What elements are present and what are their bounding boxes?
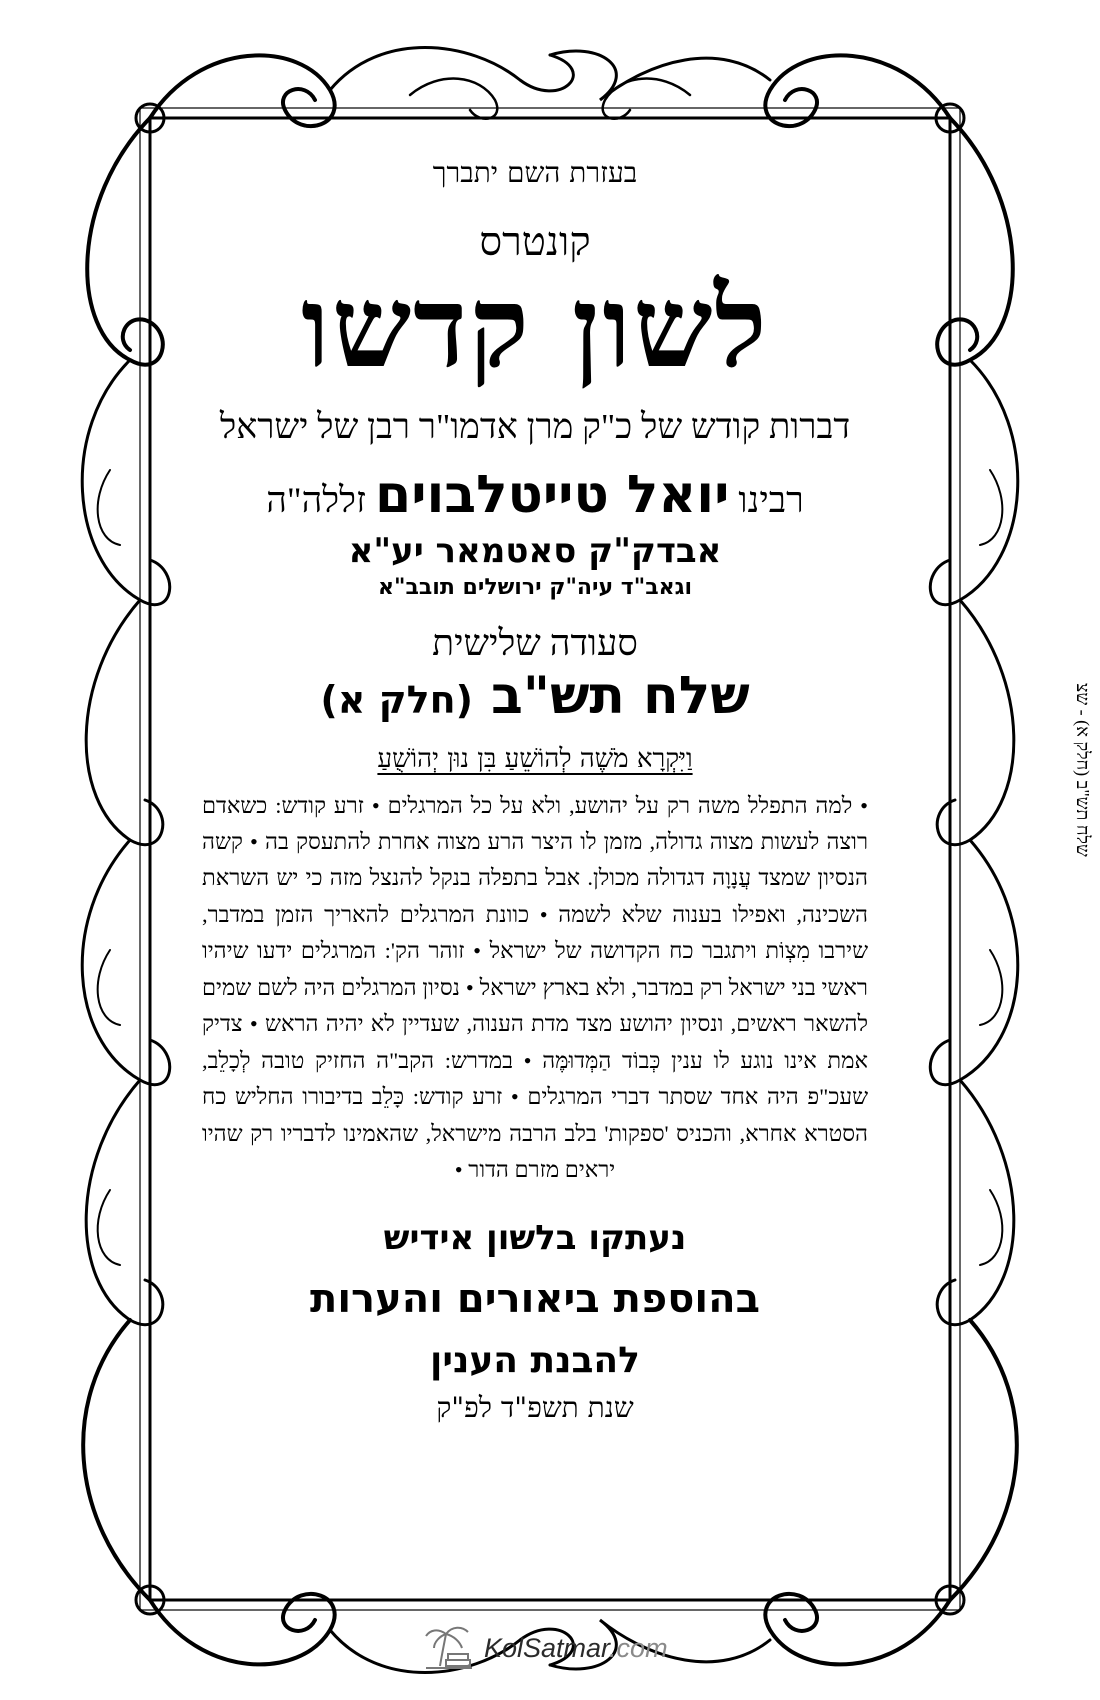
parsha-title xyxy=(190,666,880,726)
palm-tree-books-icon xyxy=(420,1620,476,1676)
author-title-prefix: רבינו xyxy=(738,479,804,520)
author-title-suffix: זללה"ה xyxy=(266,479,367,520)
author-position-2: וגאב"ד עיה"ק ירושלים תובב"א xyxy=(377,574,693,600)
series-title: לשון קדשו xyxy=(301,262,769,393)
kolsatmar-logo[interactable] xyxy=(420,1618,700,1678)
logo-brand: KolSatmar xyxy=(484,1632,610,1663)
side-page-note: שלח תש"ב (חלק א) - שצ xyxy=(1073,683,1093,857)
series-label: קונטרס xyxy=(479,219,591,264)
additions-note: בהוספת ביאורים והערות xyxy=(310,1276,760,1323)
translated-note: נעתקו בלשון אידיש xyxy=(383,1218,687,1259)
part-label: (חלק א) xyxy=(320,677,474,722)
verse-heading: וַיִּקְרָא מֹשֶׁה לְהוֹשֵׁעַ בִּן נוּן יְהוֹשֻׁעַ xyxy=(377,743,693,774)
summary-paragraph: • למה התפלל משה רק על יהושע, ולא על כל המרגלים • זרע קודש: כשאדם רוצה לעשות מצוה גדולה, מזמן לו היצר הרע מצוה אחרת להתעסק בה • קשה הנסיון שמצד עֲנָוָה דגדולה מכולן. אבל בתפלה בנקל להנצל מזה כי יש השראת השכינה, ואפילו בענוה שלא לשמה • כוונת המרגלים להאריך הזמן במדבר, שירבו מִצְוֹת ויתגבר כח הקדושה של ישראל • זוהר הק': המרגלים ידעו שיהיו ראשי בני ישראל רק במדבר, ולא בארץ ישראל • נסיון המרגלים היה לשם שמים להשאר ראשים, ונסיון יהושע מצד מדת הענוה, שעדיין לא יהיה הראש • צדיק אמת אינו נוגע לו ענין כְּבוֹד הַמְּדוּמֶּה • במדרש: הקב"ה החזיק טובה לְכָלֵב, שעכ"פ היה אחד שסתר דברי המרגלים • זרע קודש: כָּלֵב בדיבורו החליש כח הסטרא אחרא, והכניס 'ספקות' בלב הרבה מישראל, שהאמינו לדבריו רק שהיו יראים מזרם הדור • xyxy=(202,792,868,1182)
invocation: בעזרת השם יתברך xyxy=(432,156,638,189)
author-intro: דברות קודש של כ"ק מרן אדמו"ר רבן של ישראל xyxy=(219,406,851,446)
author-name: יואל טייטלבוים xyxy=(375,464,730,525)
logo-text xyxy=(484,1633,668,1664)
parsha-name: שלח תש"ב xyxy=(491,665,750,726)
meal-label: סעודה שלישית xyxy=(432,622,638,663)
year-line: שנת תשפ"ד לפ"ק xyxy=(436,1391,634,1425)
title-page-content xyxy=(190,150,880,1565)
author-line xyxy=(190,465,880,525)
author-position-1: אבדק"ק סאטמאר יע"א xyxy=(348,530,722,571)
purpose-note: להבנת הענין xyxy=(430,1340,640,1382)
logo-domain: .com xyxy=(609,1632,668,1663)
